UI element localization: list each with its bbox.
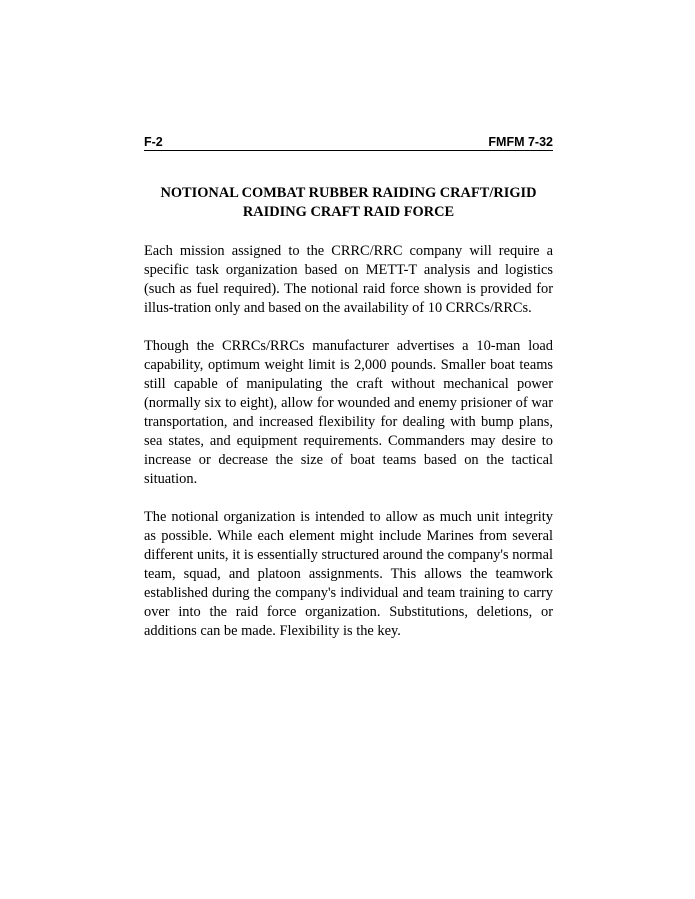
page-content [144,184,553,641]
page-number: F-2 [144,135,163,149]
section-title: NOTIONAL COMBAT RUBBER RAIDING CRAFT/RIGID RAIDING CRAFT RAID FORCE [160,185,537,220]
paragraph-boat-teams: Though the CRRCs/RRCs manufacturer advertises a 10-man load capability, optimum weight limit is 2,000 pounds. Smaller boat teams still capable of manipulating the craft without mechanical power (normally six to eight), allow for wounded and enemy prisioner of war transportation, and increased flexibility for dealing with bump plans, sea states, and equipment requirements. Commanders may desire to increase or decrease the size of boat teams based on the tactical situation. [144,338,553,487]
paragraph-task-organization: Each mission assigned to the CRRC/RRC company will require a specific task organization based on METT-T analysis and logistics (such as fuel required). The notional raid force shown is provided for illus-tration only and based on the availability of 10 CRRCs/RRCs. [144,243,553,316]
document-id: FMFM 7-32 [488,135,553,149]
paragraph-unit-integrity: The notional organization is intended to allow as much unit integrity as possible. While each element might include Marines from several different units, it is essentially structured around the company's normal team, squad, and platoon assignments. This allows the teamwork established during the company's individual and team training to carry over into the raid force organization. Substitutions, deletions, or additions can be made. Flexibility is the key. [144,509,553,639]
page-header [144,135,553,151]
